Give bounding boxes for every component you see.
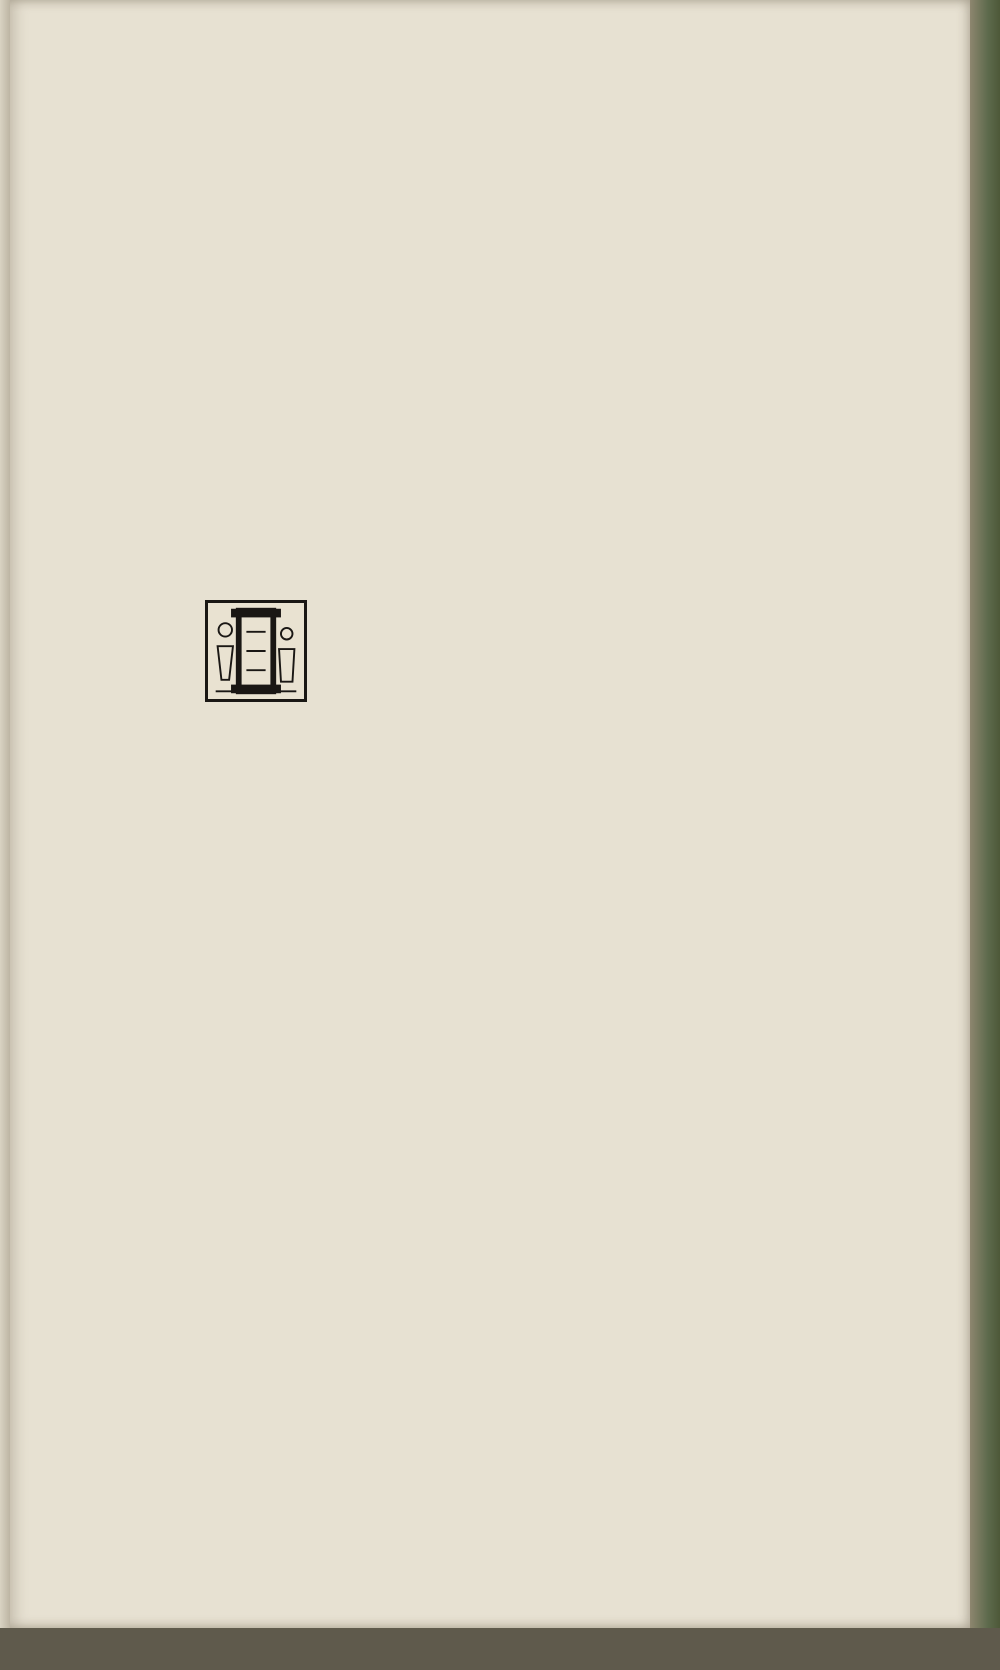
left-page-edge — [0, 0, 10, 1628]
woodcut-initial-icon — [205, 600, 307, 702]
book-binding-edge — [970, 0, 1000, 1628]
book-leaf — [8, 0, 973, 1628]
digitization-credit — [604, 1648, 984, 1666]
